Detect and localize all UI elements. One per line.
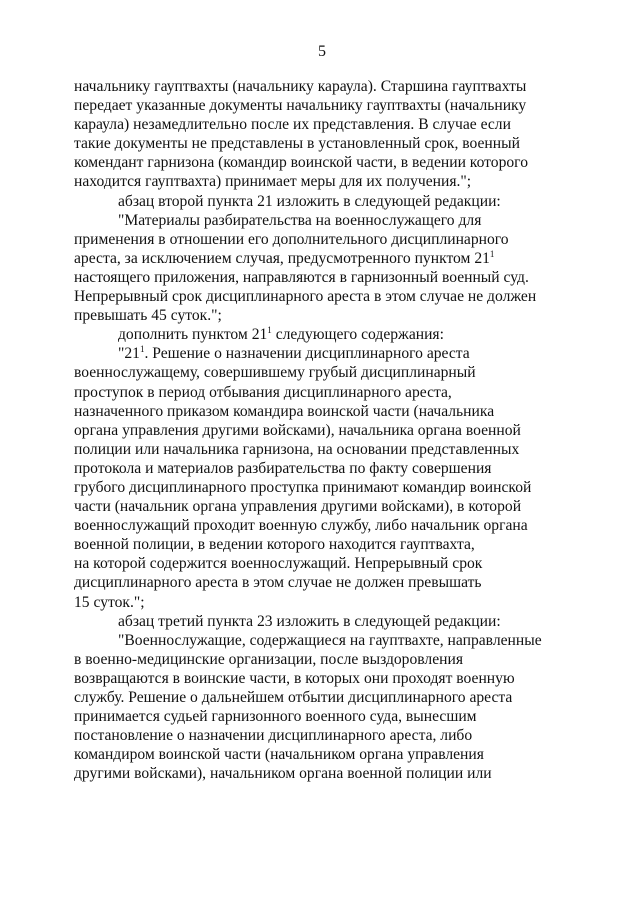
text-line-continuation: следующего содержания:: [271, 326, 444, 344]
text-line: [74, 363, 570, 382]
superscript: 1: [489, 248, 495, 259]
text-line-content: назначенного приказом командира воинской части (начальника: [74, 402, 495, 420]
text-line: [74, 325, 570, 344]
text-line: [74, 726, 570, 745]
text-line: [74, 134, 570, 153]
text-line: [74, 287, 570, 306]
document-body: [74, 77, 570, 783]
text-line: [74, 344, 570, 363]
text-line-content: "Военнослужащие, содержащиеся на гауптвахте, направленные: [118, 631, 542, 649]
text-line-content: караула) незамедлительно после их представления. В случае если: [74, 116, 511, 134]
text-line: [74, 96, 570, 115]
text-line-content: передает указанные документы начальнику гауптвахты (начальнику: [74, 97, 527, 115]
text-line: [74, 459, 570, 478]
text-line: [74, 535, 570, 554]
text-line: [74, 497, 570, 516]
text-line-content: принимается судьей гарнизонного военного суда, вынесшим: [74, 708, 477, 726]
text-line: [74, 192, 570, 211]
text-line-content: военной полиции, в ведении которого находится гауптвахта,: [74, 536, 475, 554]
text-line: [74, 153, 570, 172]
text-line: [74, 707, 570, 726]
text-line: [74, 440, 570, 459]
text-line-content: военнослужащему, совершившему грубый дисциплинарный: [74, 364, 476, 382]
text-line-content: начальнику гауптвахты (начальнику караула). Старшина гауптвахты: [74, 78, 527, 95]
superscript: 1: [267, 325, 272, 336]
text-line-content: грубого дисциплинарного проступка принимают командир воинской: [74, 478, 532, 496]
text-line: [74, 211, 570, 230]
text-line: [74, 593, 570, 612]
text-line: [74, 745, 570, 764]
text-line-continuation: . Решение о назначении дисциплинарного ареста: [144, 345, 470, 363]
text-line: [74, 650, 570, 669]
text-line: [74, 402, 570, 421]
text-line-content: другими войсками), начальником органа военной полиции или: [74, 765, 492, 783]
text-line: [74, 249, 570, 268]
text-line-content: "Материалы разбирательства на военнослужащего для: [118, 211, 482, 229]
text-line-content: органа управления другими войсками), начальника органа военной: [74, 421, 521, 439]
text-line-content: такие документы не представлены в установленный срок, военный: [74, 135, 520, 153]
text-line: [74, 115, 570, 134]
text-line: [74, 669, 570, 688]
text-line-content: в военно-медицинские организации, после выздоровления: [74, 650, 463, 668]
text-line: [74, 421, 570, 440]
text-line-content: комендант гарнизона (командир воинской части, в ведении которого: [74, 154, 528, 172]
text-line-content: абзац второй пункта 21 изложить в следующей редакции:: [118, 192, 501, 210]
text-line-content: проступок в период отбывания дисциплинарного ареста,: [74, 383, 452, 401]
page-number: 5: [318, 43, 326, 60]
text-line: [74, 631, 570, 650]
text-line: [74, 688, 570, 707]
text-line-content: применения в отношении его дополнительного дисциплинарного: [74, 230, 509, 248]
text-line: [74, 478, 570, 497]
text-line: [74, 573, 570, 592]
text-line-content: протокола и материалов разбирательства по факту совершения: [74, 459, 492, 477]
text-line-content: дисциплинарного ареста в этом случае не должен превышать: [74, 574, 482, 592]
text-line-content: военнослужащий проходит военную службу, либо начальник органа: [74, 517, 528, 535]
text-line: [74, 764, 570, 783]
text-line-content: настоящего приложения, направляются в гарнизонный военный суд.: [74, 268, 529, 286]
text-line-content: абзац третий пункта 23 изложить в следующей редакции:: [118, 612, 501, 630]
text-line-content: Непрерывный срок дисциплинарного ареста в этом случае не должен: [74, 288, 537, 306]
text-line-content: превышать 45 суток.";: [74, 307, 222, 325]
text-line: [74, 516, 570, 535]
text-line-content: командиром воинской части (начальником органа управления: [74, 746, 484, 764]
text-line-content: дополнить пунктом 21: [118, 326, 268, 344]
text-line: [74, 230, 570, 249]
text-line-content: ареста, за исключением случая, предусмотренного пунктом 21: [74, 249, 490, 267]
superscript: 1: [139, 344, 145, 355]
text-line: [74, 554, 570, 573]
text-line-content: полиции или начальника гарнизона, на основании представленных: [74, 440, 520, 458]
text-line-content: постановление о назначении дисциплинарного ареста, либо: [74, 727, 473, 745]
text-line-content: на которой содержится военнослужащий. Непрерывный срок: [74, 555, 483, 573]
text-line-content: части (начальник органа управления другими войсками), в которой: [74, 498, 522, 516]
text-line-content: находится гауптвахта) принимает меры для их получения.";: [74, 173, 472, 191]
text-line: [74, 268, 570, 287]
text-line-content: службу. Решение о дальнейшем отбытии дисциплинарного ареста: [74, 689, 513, 706]
text-line-content: "21: [118, 345, 140, 363]
text-line: [74, 172, 570, 191]
text-line: [74, 306, 570, 325]
text-line-content: возвращаются в воинские части, в которых они проходят военную: [74, 669, 515, 687]
text-line: [74, 77, 570, 96]
text-line: [74, 383, 570, 402]
text-line-content: 15 суток.";: [74, 593, 145, 611]
text-line: [74, 612, 570, 631]
